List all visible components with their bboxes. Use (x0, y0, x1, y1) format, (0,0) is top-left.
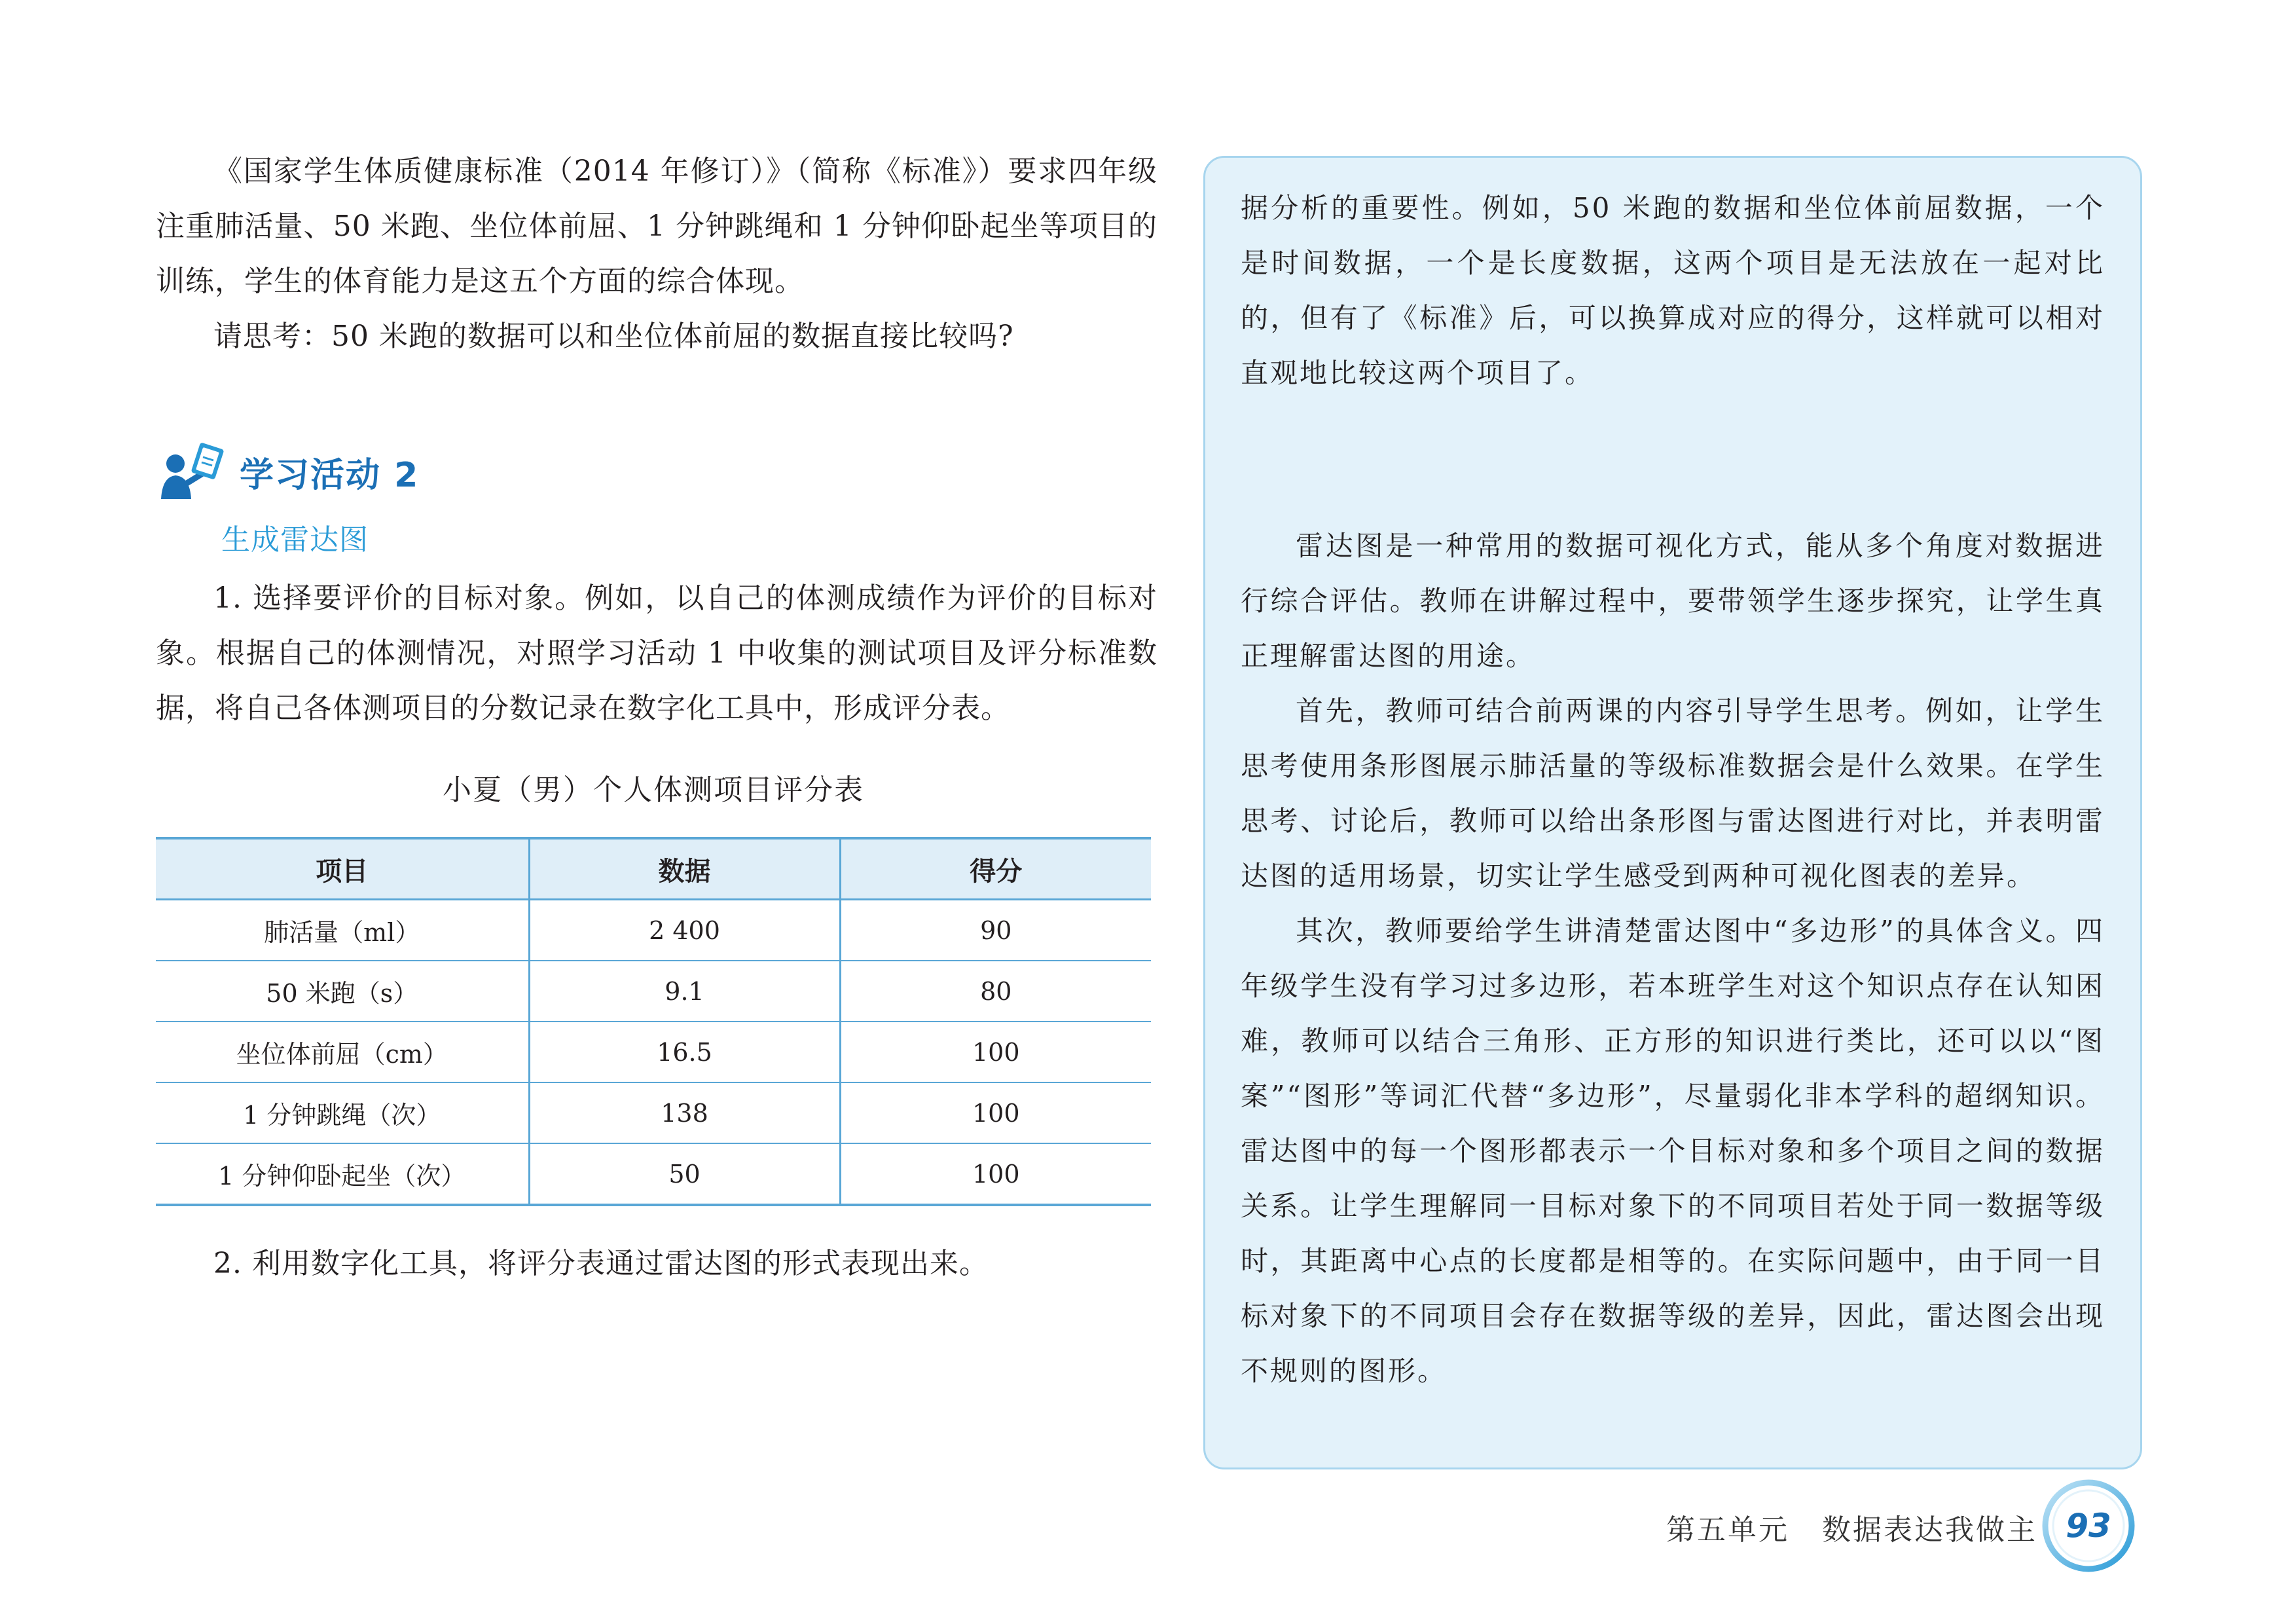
teacher-note-paragraph: 据分析的重要性。例如，50 米跑的数据和坐位体前屈数据，一个是时间数据，一个是长度数据，这两个项目是无法放在一起对比的，但有了《标准》后，可以换算成对应的得分，这样就可以相对直观地比较这两个项目了。 (1241, 192, 2105, 389)
teacher-note-bottom (1241, 519, 2105, 1399)
question-paragraph: 请思考：50 米跑的数据可以和坐位体前屈的数据直接比较吗? (213, 320, 1014, 353)
table-cell-item: 1 分钟跳绳（次） (156, 1082, 529, 1143)
table-cell-item: 肺活量（ml） (156, 900, 529, 961)
step-1-text: 1. 选择要评价的目标对象。例如，以自己的体测成绩作为评价的目标对象。根据自己的体测情况，对照学习活动 1 中收集的测试项目及评分标准数据，将自己各体测项目的分数记录在数字化工具中，形成评分表。 (156, 581, 1157, 725)
teacher-note-paragraph: 首先，教师可结合前两课的内容引导学生思考。例如，让学生思考使用条形图展示肺活量的等级标准数据会是什么效果。在学生思考、讨论后，教师可以给出条形图与雷达图进行对比，并表明雷达图的适用场景，切实让学生感受到两种可视化图表的差异。 (1241, 695, 2105, 892)
student-reading-icon (156, 439, 228, 504)
teacher-note-paragraph: 雷达图是一种常用的数据可视化方式，能从多个角度对数据进行综合评估。教师在讲解过程中，要带领学生逐步探究，让学生真正理解雷达图的用途。 (1241, 530, 2105, 672)
table-cell-score: 90 (840, 900, 1151, 961)
score-table (156, 837, 1151, 1206)
table-header-row (156, 838, 1151, 900)
table-cell-score: 100 (840, 1022, 1151, 1082)
activity-subtitle: 生成雷达图 (221, 523, 369, 557)
table-row (156, 961, 1151, 1022)
table-cell-data: 138 (529, 1082, 840, 1143)
table-cell-score: 100 (840, 1143, 1151, 1205)
table-cell-data: 16.5 (529, 1022, 840, 1082)
step-2 (156, 1236, 1157, 1291)
table-cell-data: 9.1 (529, 961, 840, 1022)
step-1 (156, 571, 1157, 736)
teacher-note-top (1241, 181, 2105, 401)
table-cell-item: 50 米跑（s） (156, 961, 529, 1022)
column-header: 得分 (840, 838, 1151, 900)
column-header: 数据 (529, 838, 840, 900)
footer-unit: 第五单元 (1666, 1513, 1789, 1547)
page-footer (1666, 1506, 2037, 1548)
table-row (156, 1022, 1151, 1082)
intro-section (156, 144, 1157, 364)
table-row (156, 900, 1151, 961)
activity-title: 学习活动 2 (240, 455, 420, 495)
page-number: 93 (2066, 1507, 2111, 1545)
table-cell-data: 2 400 (529, 900, 840, 961)
teacher-note-paragraph: 其次，教师要给学生讲清楚雷达图中“多边形”的具体含义。四年级学生没有学习过多边形，若本班学生对这个知识点存在认知困难，教师可以结合三角形、正方形的知识进行类比，还可以以“图案”“图形”等词汇代替“多边形”，尽量弱化非本学科的超纲知识。雷达图中的每一个图形都表示一个目标对象和多个项目之间的数据关系。让学生理解同一目标对象下的不同项目若处于同一数据等级时，其距离中心点的长度都是相等的。在实际问题中，由于同一目标对象下的不同项目会存在数据等级的差异，因此，雷达图会出现不规则的图形。 (1241, 915, 2105, 1387)
step-2-text: 2. 利用数字化工具，将评分表通过雷达图的形式表现出来。 (213, 1247, 989, 1280)
table-cell-score: 100 (840, 1082, 1151, 1143)
table-cell-score: 80 (840, 961, 1151, 1022)
table-cell-item: 1 分钟仰卧起坐（次） (156, 1143, 529, 1205)
intro-paragraph: 《国家学生体质健康标准（2014 年修订）》（简称《标准》）要求四年级注重肺活量、50 米跑、坐位体前屈、1 分钟跳绳和 1 分钟仰卧起坐等项目的训练，学生的体育能力是这五个方面的综合体现。 (156, 155, 1157, 298)
activity-heading (156, 435, 419, 507)
table-cell-data: 50 (529, 1143, 840, 1205)
table-cell-item: 坐位体前屈（cm） (156, 1022, 529, 1082)
column-header: 项目 (156, 838, 529, 900)
footer-unit-title: 数据表达我做主 (1822, 1513, 2037, 1547)
table-caption: 小夏（男）个人体测项目评分表 (443, 773, 864, 807)
table-row (156, 1082, 1151, 1143)
table-row (156, 1143, 1151, 1205)
